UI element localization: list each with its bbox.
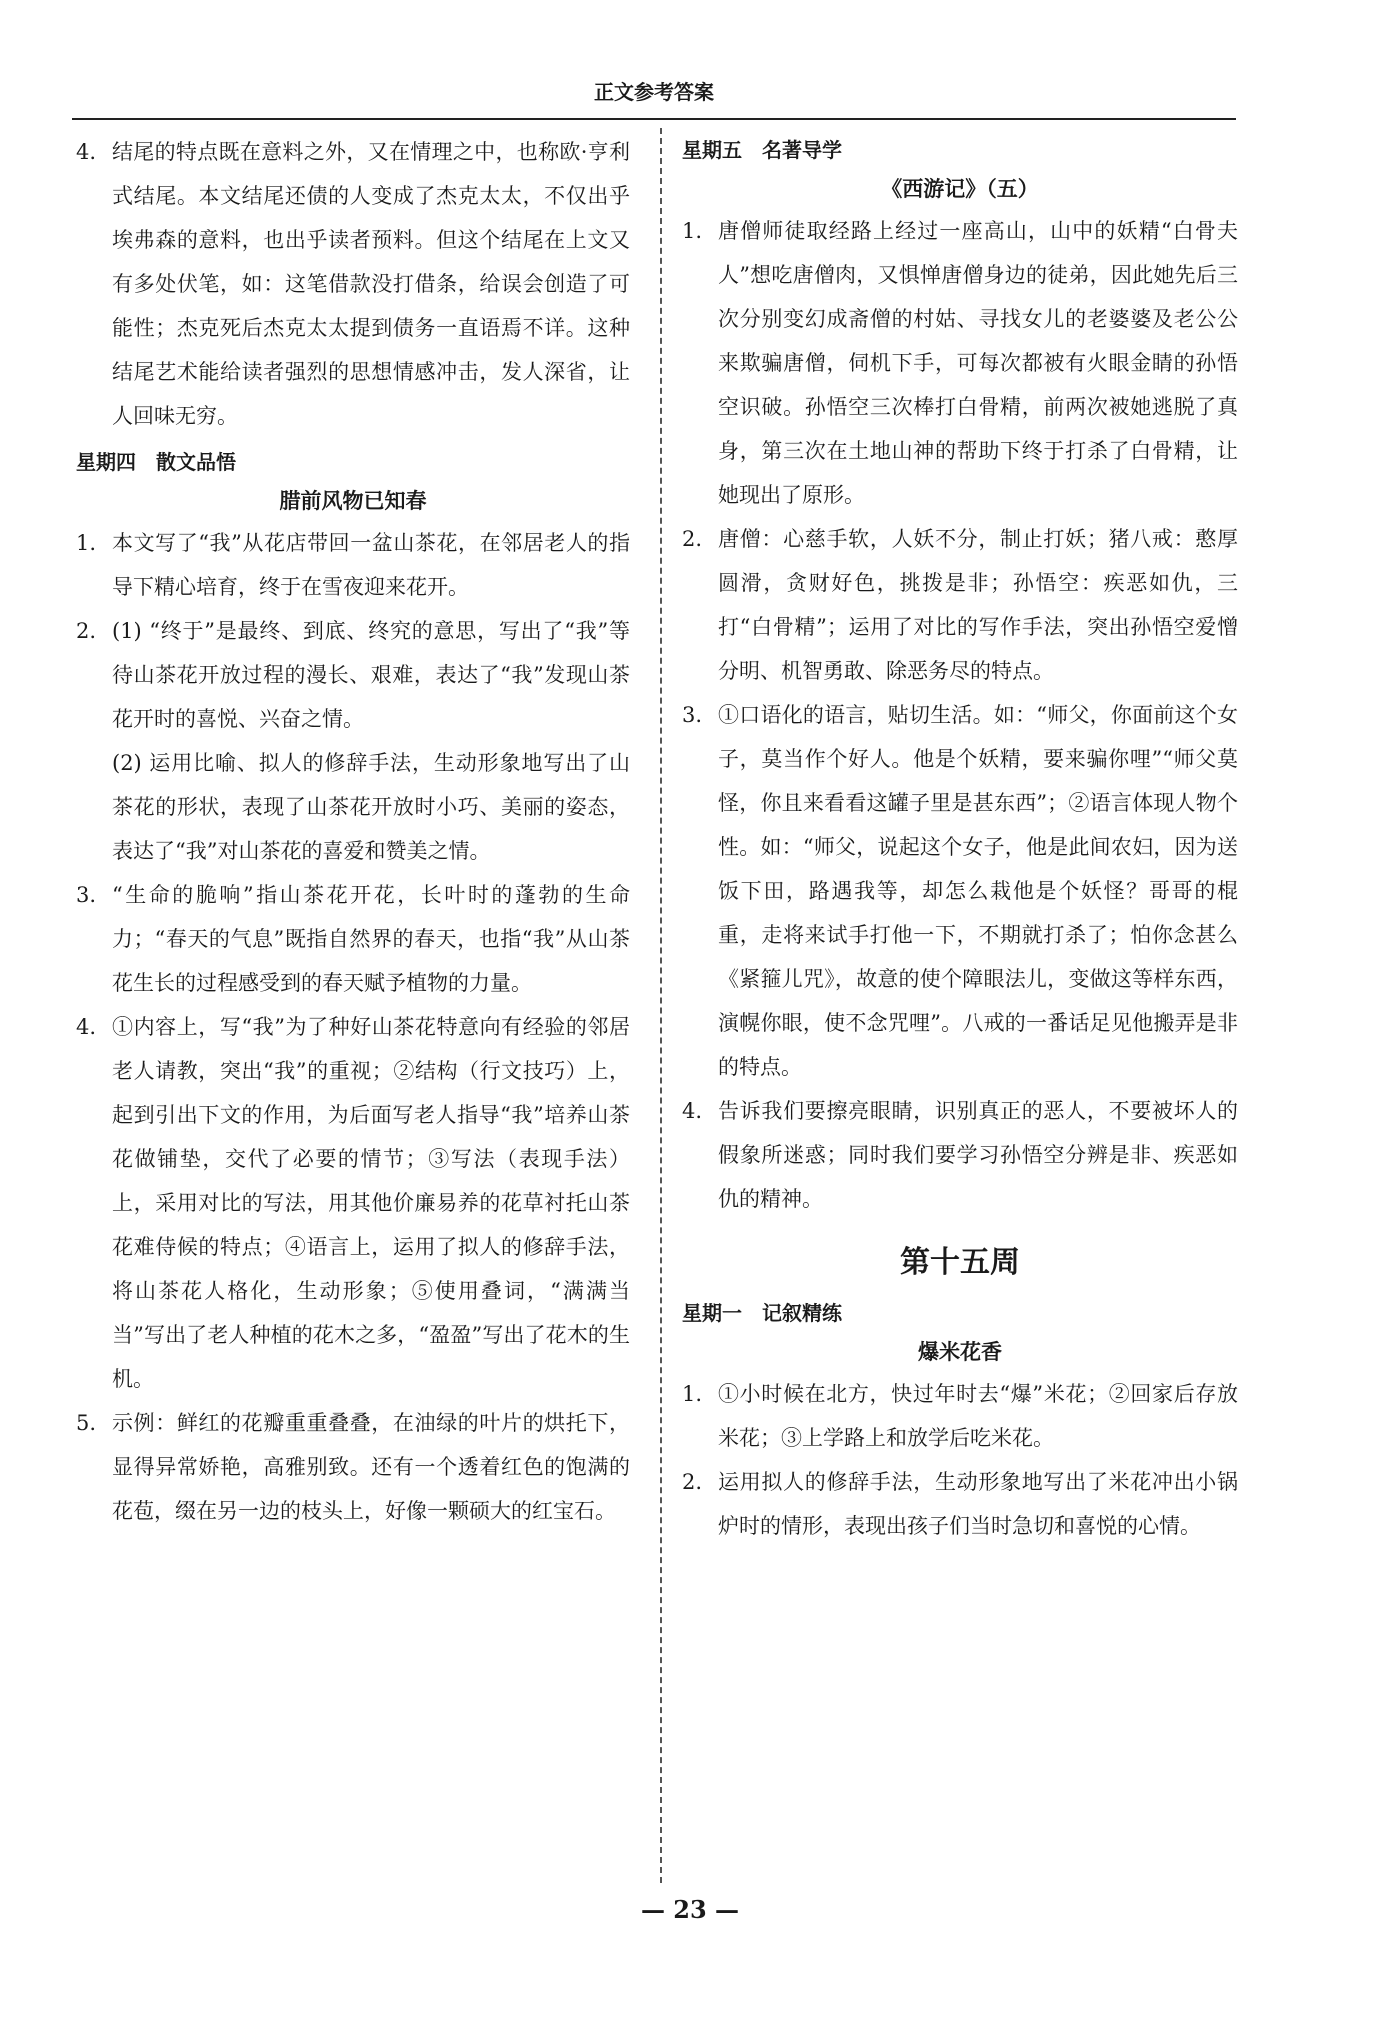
answer-number: 2. (682, 527, 703, 551)
answer-number: 3. (682, 703, 703, 727)
answer-number: 1. (682, 1382, 703, 1406)
answer-item (682, 1460, 1238, 1548)
answer-item (682, 693, 1238, 1089)
header-rule (72, 118, 1236, 120)
article-title: 《西游记》（五） (881, 176, 1039, 201)
answer-item (76, 1005, 630, 1401)
answer-item (76, 521, 630, 609)
answer-text: ①内容上，写“我”为了种好山茶花特意向有经验的邻居老人请教，突出“我”的重视；②结构（行文技巧）上，起到引出下文的作用，为后面写老人指导“我”培养山茶花做铺垫，交代了必要的情节；③写法（表现手法）上，采用对比的写法，用其他价廉易养的花草衬托山茶花难侍候的特点；④语言上，运用了拟人的修辞手法，将山茶花人格化，生动形象；⑤使用叠词，“满满当当”写出了老人种植的花木之多，“盈盈”写出了花木的生机。 (112, 1015, 630, 1391)
answer-text: (2) 运用比喻、拟人的修辞手法，生动形象地写出了山茶花的形状，表现了山茶花开放时小巧、美丽的姿态，表达了“我”对山茶花的喜爱和赞美之情。 (112, 751, 630, 863)
answer-text: “生命的脆响”指山茶花开花，长叶时的蓬勃的生命力；“春天的气息”既指自然界的春天，也指“我”从山茶花生长的过程感受到的春天赋予植物的力量。 (112, 883, 630, 995)
answer-text: ①小时候在北方，快过年时去“爆”米花；②回家后存放米花；③上学路上和放学后吃米花。 (718, 1382, 1238, 1450)
answer-text: 告诉我们要擦亮眼睛，识别真正的恶人，不要被坏人的假象所迷惑；同时我们要学习孙悟空分辨是非、疾恶如仇的精神。 (718, 1099, 1238, 1211)
answer-number: 5. (76, 1411, 97, 1435)
answer-text: 本文写了“我”从花店带回一盆山茶花，在邻居老人的指导下精心培育，终于在雪夜迎来花开。 (112, 531, 630, 599)
answer-number: 1. (76, 531, 97, 555)
answer-item (76, 609, 630, 873)
page-header-title: 正文参考答案 (594, 80, 714, 104)
answer-item (682, 209, 1238, 517)
right-column (682, 130, 1238, 1548)
answer-item (682, 1089, 1238, 1221)
right-answer-list-2 (682, 1372, 1238, 1548)
answer-item (76, 1401, 630, 1533)
week-heading: 第十五周 (900, 1245, 1020, 1280)
left-carryover-list (76, 130, 630, 438)
answer-text: 唐僧：心慈手软，人妖不分，制止打妖；猪八戒：憨厚圆滑，贪财好色，挑拨是非；孙悟空：疾恶如仇，三打“白骨精”；运用了对比的写作手法，突出孙悟空爱憎分明、机智勇敢、除恶务尽的特点。 (718, 527, 1238, 683)
answer-number: 2. (76, 619, 97, 643)
column-divider (660, 128, 662, 1883)
answer-text: 唐僧师徒取经路上经过一座高山，山中的妖精“白骨夫人”想吃唐僧肉，又惧惮唐僧身边的徒弟，因此她先后三次分别变幻成斋僧的村姑、寻找女儿的老婆婆及老公公来欺骗唐僧，伺机下手，可每次都被有火眼金睛的孙悟空识破。孙悟空三次棒打白骨精，前两次被她逃脱了真身，第三次在土地山神的帮助下终于打杀了白骨精，让她现出了原形。 (718, 219, 1238, 507)
answer-number: 4. (76, 1015, 97, 1039)
left-answer-list (76, 521, 630, 1533)
section-heading: 星期五 名著导学 (682, 138, 842, 162)
answer-text: ①口语化的语言，贴切生活。如：“师父，你面前这个女子，莫当作个好人。他是个妖精，要来骗你哩”“师父莫怪，你且来看看这罐子里是甚东西”；②语言体现人物个性。如：“师父，说起这个女子，他是此间农妇，因为送饭下田，路遇我等，却怎么栽他是个妖怪？哥哥的棍重，走将来试手打他一下，不期就打杀了；怕你念甚么《紧箍儿咒》，故意的使个障眼法儿，变做这等样东西，演幌你眼，使不念咒哩”。八戒的一番话足见他搬弄是非的特点。 (718, 703, 1238, 1079)
answer-number: 1. (682, 219, 703, 243)
page-number: — 23 — (640, 1895, 740, 1924)
answer-number: 4. (682, 1099, 703, 1123)
section-heading: 星期一 记叙精练 (682, 1301, 842, 1325)
right-answer-list (682, 209, 1238, 1221)
article-title: 爆米花香 (918, 1339, 1002, 1364)
answer-number: 4. (76, 140, 97, 164)
answer-item (76, 130, 630, 438)
left-column (76, 130, 630, 1533)
answer-item (76, 873, 630, 1005)
article-title: 腊前风物已知春 (279, 488, 427, 513)
answer-text: (1) “终于”是最终、到底、终究的意思，写出了“我”等待山茶花开放过程的漫长、艰难，表达了“我”发现山茶花开时的喜悦、兴奋之情。 (112, 619, 630, 731)
answer-text: 示例：鲜红的花瓣重重叠叠，在油绿的叶片的烘托下，显得异常娇艳，高雅别致。还有一个透着红色的饱满的花苞，缀在另一边的枝头上，好像一颗硕大的红宝石。 (112, 1411, 630, 1523)
answer-item (682, 517, 1238, 693)
section-heading: 星期四 散文品悟 (76, 450, 236, 474)
answer-number: 2. (682, 1470, 703, 1494)
answer-text: 结尾的特点既在意料之外，又在情理之中，也称欧·亨利式结尾。本文结尾还债的人变成了杰克太太，不仅出乎埃弗森的意料，也出乎读者预料。但这个结尾在上文又有多处伏笔，如：这笔借款没打借条，给误会创造了可能性；杰克死后杰克太太提到债务一直语焉不详。这种结尾艺术能给读者强烈的思想情感冲击，发人深省，让人回味无穷。 (112, 140, 630, 428)
answer-text: 运用拟人的修辞手法，生动形象地写出了米花冲出小锅炉时的情形，表现出孩子们当时急切和喜悦的心情。 (718, 1470, 1238, 1538)
answer-number: 3. (76, 883, 97, 907)
answer-item (682, 1372, 1238, 1460)
